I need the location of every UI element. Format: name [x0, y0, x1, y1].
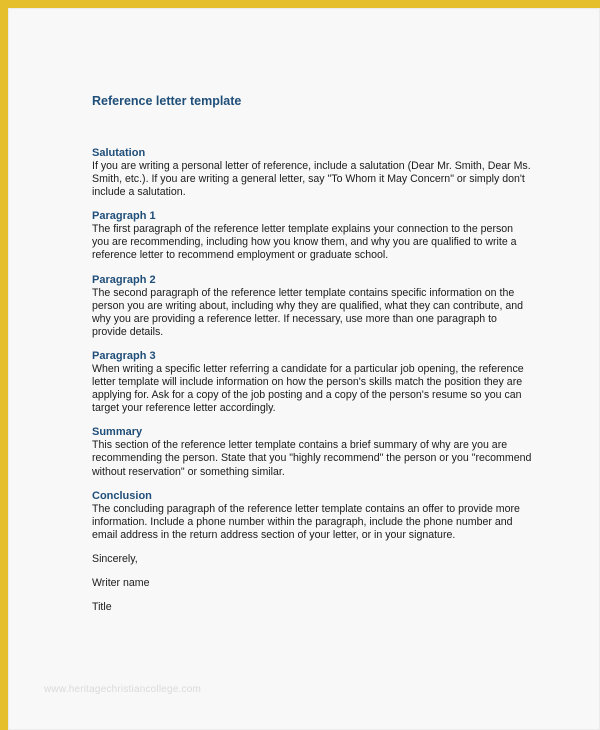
section-heading: Salutation — [92, 147, 146, 159]
document-title: Reference letter template — [92, 94, 242, 108]
section-salutation — [92, 147, 532, 199]
section-heading: Summary — [92, 426, 143, 439]
section-body: The second paragraph of the reference letter template contains specific information on the person you are writing about, including why they are qualified, what they can contribute, and why you are providing a reference letter. If necessary, use more than one paragraph to provide details. — [92, 286, 524, 338]
closing-block — [92, 553, 532, 614]
section-summary — [92, 426, 532, 478]
section-heading: Paragraph 1 — [92, 210, 156, 223]
watermark: www.heritagechristiancollege.com — [44, 684, 202, 695]
section-body: This section of the reference letter template contains a brief summary of why are you are recommending the person. State that you "highly recommend" the person or you "recommend without reservation" or something similar. — [92, 439, 532, 478]
writer-name: Writer name — [92, 576, 150, 589]
section-paragraph-2 — [92, 274, 532, 339]
section-paragraph-3 — [92, 350, 532, 415]
sign-off: Sincerely, — [92, 552, 138, 565]
reference-letter-document — [92, 94, 532, 625]
writer-title: Title — [92, 600, 112, 613]
section-paragraph-1 — [92, 210, 532, 262]
section-heading: Paragraph 2 — [92, 273, 156, 286]
section-body: When writing a specific letter referring a candidate for a particular job opening, the reference letter template will include information on how the person's skills match the position they are applying for. Ask for a copy of the job posting and a copy of the person's resume so you can target your reference letter accordingly. — [92, 362, 524, 415]
section-body: The first paragraph of the reference letter template explains your connection to the person you are recommending, including how you know them, and why you are qualified to write a reference letter to recommend employment or graduate school. — [92, 223, 517, 262]
section-body: If you are writing a personal letter of reference, include a salutation (Dear Mr. Smith, Dear Ms. Smith, etc.). If you are writing a general letter, say "To Whom it May Concern" or simply don't include a salutation. — [92, 160, 531, 199]
section-body: The concluding paragraph of the reference letter template contains an offer to provide more information. Include a phone number within the paragraph, include the phone number and email address in the return address section of your letter, or in your signature. — [92, 502, 520, 541]
section-conclusion — [92, 490, 532, 542]
section-heading: Conclusion — [92, 489, 152, 502]
document-page — [8, 8, 600, 730]
section-heading: Paragraph 3 — [92, 349, 156, 362]
